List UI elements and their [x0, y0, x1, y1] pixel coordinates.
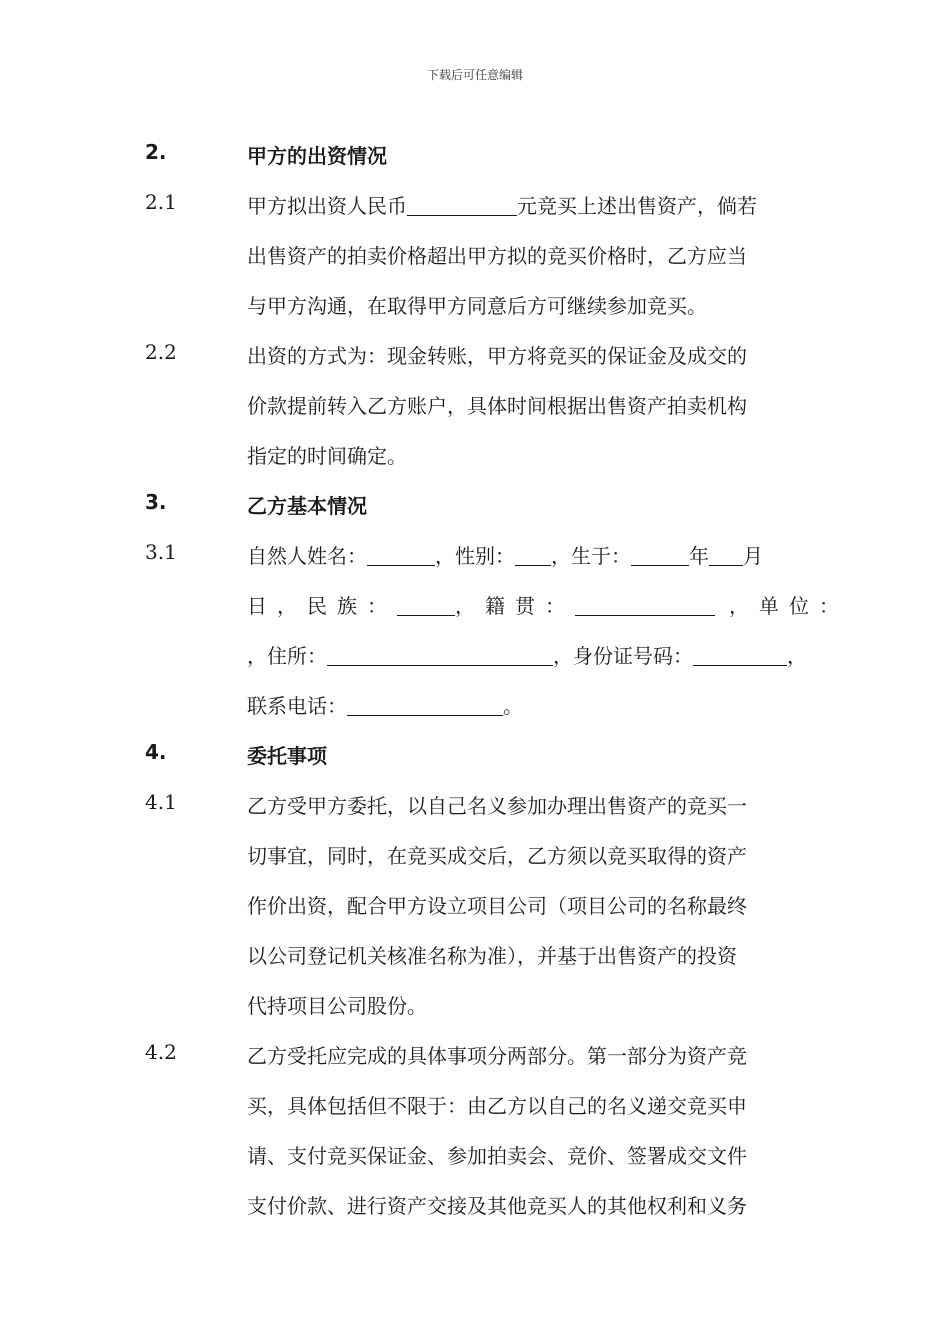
gender-blank	[515, 545, 551, 566]
amount-blank	[407, 195, 517, 216]
phone-blank	[347, 695, 503, 716]
clause-number: 2.2	[145, 340, 177, 364]
text-fragment: ，	[787, 644, 807, 668]
year-blank	[631, 545, 689, 566]
clause-line: 乙方受托应完成的具体事项分两部分。第一部分为资产竞	[247, 1044, 747, 1068]
clause-line: 支付价款、进行资产交接及其他竞买人的其他权利和义务	[247, 1194, 747, 1218]
text-fragment: ，性别：	[435, 544, 515, 568]
clause-line	[247, 640, 807, 669]
text-fragment: 自然人姓名：	[247, 544, 367, 568]
clause-line: 乙方受甲方委托，以自己名义参加办理出售资产的竞买一	[247, 794, 747, 818]
clause-line: 指定的时间确定。	[247, 444, 407, 468]
clause-number: 2.1	[145, 190, 177, 214]
text-fragment: 年	[689, 544, 709, 568]
clause-line: 出资的方式为：现金转账，甲方将竞买的保证金及成交的	[247, 344, 747, 368]
clause-line: 作价出资，配合甲方设立项目公司（项目公司的名称最终	[247, 894, 747, 918]
clause-line: 价款提前转入乙方账户，具体时间根据出售资产拍卖机构	[247, 394, 747, 418]
address-blank	[327, 645, 553, 666]
text-fragment: 日，民族：	[247, 594, 397, 618]
clause-line	[247, 690, 523, 719]
clause-line: 以公司登记机关核准名称为准），并基于出售资产的投资	[247, 944, 737, 968]
text-fragment: 。	[503, 694, 523, 718]
id-number-blank	[693, 645, 787, 666]
clause-number: 4.2	[145, 1040, 177, 1064]
text-fragment: ，身份证号码：	[553, 644, 693, 668]
clause-line: 买，具体包括但不限于：由乙方以自己的名义递交竞买申	[247, 1094, 747, 1118]
clause-line: 切事宜，同时，在竞买成交后，乙方须以竞买取得的资产	[247, 844, 747, 868]
section-title: 乙方基本情况	[247, 494, 367, 518]
name-blank	[367, 545, 435, 566]
section-number: 2.	[145, 140, 167, 164]
text-fragment: 甲方拟出资人民币	[247, 194, 407, 218]
text-fragment: 联系电话：	[247, 694, 347, 718]
section-title: 甲方的出资情况	[247, 144, 387, 168]
text-fragment: ，单位：	[729, 594, 849, 618]
text-fragment: 月	[743, 544, 763, 568]
clause-line	[247, 590, 849, 619]
page-header: 下载后可任意编辑	[426, 68, 523, 82]
section-number: 3.	[145, 490, 167, 514]
text-fragment: ，住所：	[247, 644, 327, 668]
clause-number: 3.1	[145, 540, 177, 564]
section-number: 4.	[145, 740, 167, 764]
clause-line: 与甲方沟通，在取得甲方同意后方可继续参加竞买。	[247, 294, 707, 318]
clause-line: 代持项目公司股份。	[247, 994, 427, 1018]
section-title: 委托事项	[247, 744, 327, 768]
clause-line: 请、支付竞买保证金、参加拍卖会、竞价、签署成交文件	[247, 1144, 747, 1168]
text-fragment: 元竞买上述出售资产，倘若	[517, 194, 757, 218]
text-fragment: ，籍贯：	[455, 594, 575, 618]
month-blank	[709, 545, 743, 566]
clause-line: 出售资产的拍卖价格超出甲方拟的竞买价格时，乙方应当	[247, 244, 747, 268]
ethnicity-blank	[397, 595, 455, 616]
clause-number: 4.1	[145, 790, 177, 814]
clause-line	[247, 190, 757, 219]
clause-line	[247, 540, 763, 569]
text-fragment: ，生于：	[551, 544, 631, 568]
hometown-blank	[575, 595, 715, 616]
